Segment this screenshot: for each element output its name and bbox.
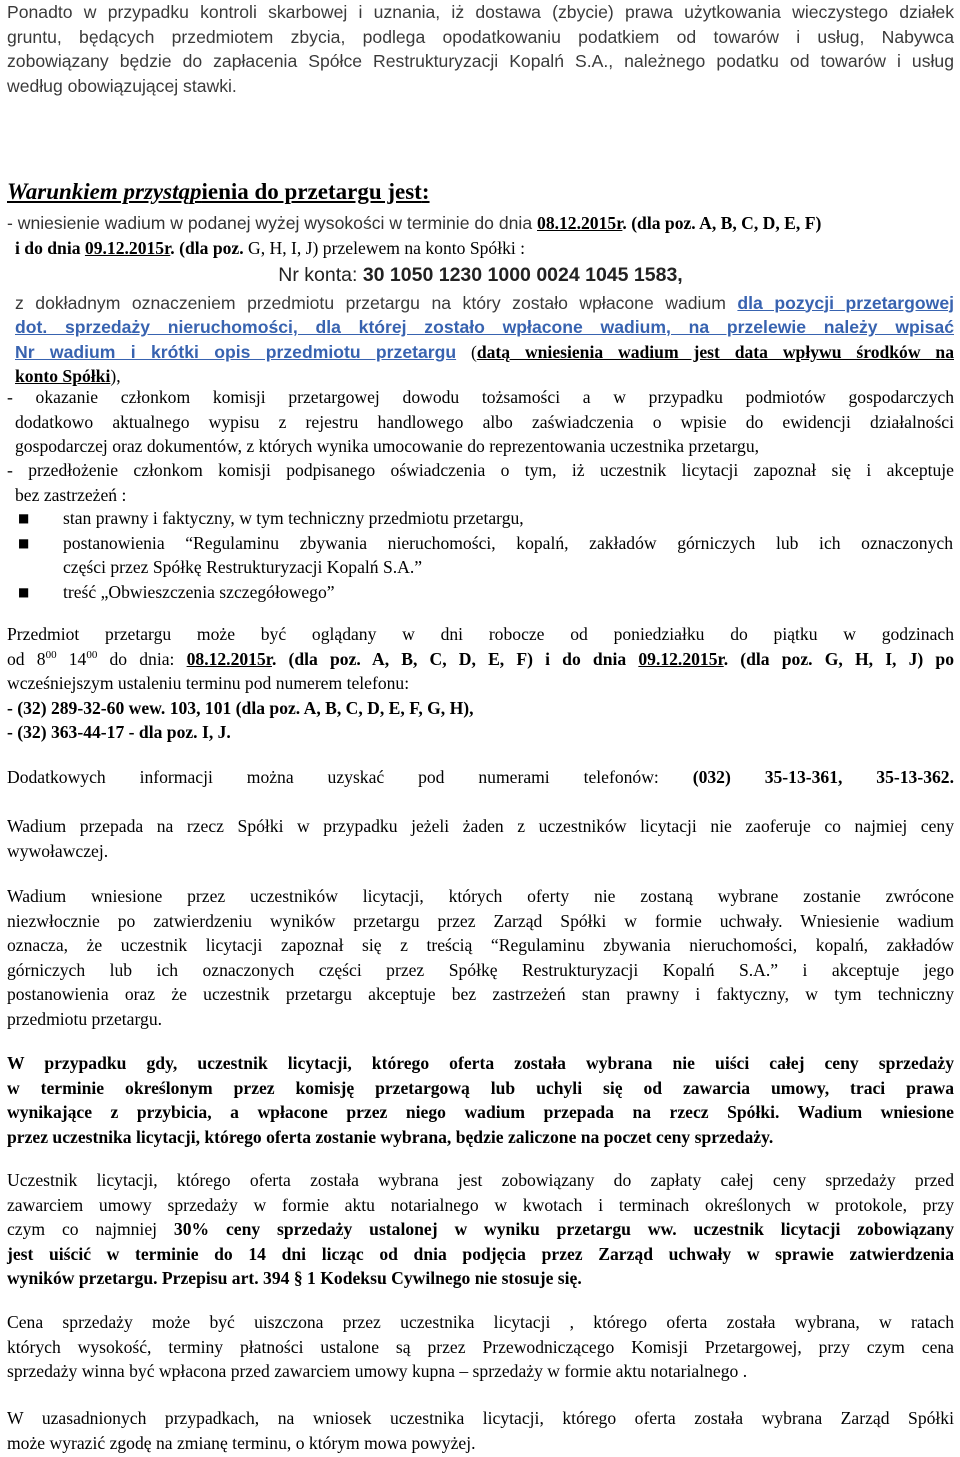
- return-line: niezwłocznie po zatwierdzeniu wyników przetargu przez Zarząd Spółki w formie uchwały. Wniesienie wadium: [7, 910, 954, 931]
- positions-2: . (dla poz. G, H, I, J) po: [723, 648, 955, 669]
- okazanie-line: - okazanie członkom komisji przetargowej dowodu tożsamości a w przypadku podmiotów gospodarczych: [7, 387, 954, 407]
- payment-line: jest uiścić w terminie do 14 dni licząc od dnia podjęcia przez Zarząd uchwały w sprawie zatwierdzenia: [7, 1243, 954, 1264]
- bullet-list: [0, 506, 960, 606]
- viewing-line: wcześniejszym ustaleniu terminu pod numerem telefonu:: [7, 673, 410, 693]
- contact-phones: (032) 35-13-361, 35-13-362.: [692, 767, 954, 787]
- forfeit-paragraph: [7, 814, 954, 863]
- positions-2: G, H, I, J): [248, 237, 319, 258]
- wadium-line-2: [7, 236, 954, 261]
- okazanie-line: gospodarczej oraz dokumentów, z których wynika umocowanie do reprezentowania uczestnika przetargu,: [15, 436, 760, 456]
- wadium-desc-text: z dokładnym oznaczeniem przedmiotu przetargu na który zostało wpłacone wadium: [15, 292, 738, 313]
- okazanie-line: dodatkowo aktualnego wypisu z rejestru handlowego albo zaświadczenia o wpisie do ewidencji działalności: [15, 411, 954, 432]
- change-line: może wyrazić zgodę na zmianę terminu, o którym mowa powyżej.: [7, 1432, 476, 1453]
- date-1: 08.12.2015r: [186, 648, 272, 669]
- intro-line: gruntu, będących przedmiotem zbycia, podlega opodatkowaniu podatkiem od towarów i usług, Nabywca: [7, 26, 954, 47]
- change-paragraph: [7, 1406, 954, 1455]
- wadium-desc-text: ),: [110, 366, 121, 386]
- heading-italic: Warunkiem przystąp: [7, 179, 202, 204]
- positions-2-prefix: . (dla poz.: [170, 237, 249, 258]
- date-1: 08.12.2015r: [537, 213, 623, 233]
- heading-colon: :: [421, 179, 430, 204]
- account-prefix: Nr konta:: [278, 264, 363, 286]
- account-number: 30 1050 1230 1000 0024 1045 1583,: [362, 264, 683, 286]
- square-bullet-icon: ■: [18, 536, 30, 550]
- date-2: 09.12.2015r: [84, 237, 171, 258]
- default-paragraph: [7, 1051, 954, 1149]
- bullet-item-cont: części przez Spółkę Restrukturyzacji Kopalń S.A.”: [63, 557, 423, 577]
- payment-line-3: [7, 1217, 954, 1242]
- phone-line: - (32) 289-32-60 wew. 103, 101 (dla poz. A, B, C, D, E, F, G, H),: [7, 697, 474, 718]
- return-line: przedmiotu przetargu.: [7, 1008, 163, 1029]
- payment-line: wyników przetargu. Przepisu art. 394 § 1 Kodeksu Cywilnego nie stosuje się.: [7, 1268, 582, 1288]
- payment-line: Uczestnik licytacji, którego oferta została wybrana jest zobowiązany do zapłaty całej ceny sprzedaży przed: [7, 1170, 954, 1190]
- change-line: W uzasadnionych przypadkach, na wniosek uczestnika licytacji, którego oferta została wybrana Zarząd Spółki: [7, 1408, 954, 1428]
- return-line: postanowienia oraz że uczestnik przetargu akceptuje bez zastrzeżeń stan prawny i faktyczny, w tym techniczny: [7, 984, 954, 1004]
- payment-bold: 30% ceny sprzedaży ustalonej w wyniku przetargu ww. uczestnik licytacji zobowiązany: [173, 1219, 955, 1239]
- viewing-text: do dnia:: [97, 648, 187, 669]
- installments-line: sprzedaży winna być wpłacona przed zawarciem umowy kupna – sprzedaży w formie aktu notarialnego .: [7, 1361, 748, 1381]
- hours-sup: 00: [45, 648, 57, 661]
- date-2: 09.12.2015r: [638, 648, 724, 669]
- viewing-line: Przedmiot przetargu może być oglądany w dni robocze od poniedziałku do piątku w godzinach: [7, 624, 954, 644]
- payment-text: czym co najmniej: [7, 1219, 174, 1239]
- default-line: w terminie określonym przez komisję przetargową lub uchyli się od zawarcia umowy, traci prawa: [7, 1077, 954, 1098]
- wadium-line-1: [7, 211, 954, 236]
- default-line: przez uczestnika licytacji, którego oferta zostanie wybrana, będzie zaliczone na poczet ceny sprzedaży.: [7, 1126, 774, 1147]
- heading-rest: ienia do przetargu jest: [201, 179, 422, 204]
- default-line: wynikające z przybicia, a wpłacone przez niego wadium przepada na rzecz Spółki. Wadium wniesione: [7, 1102, 954, 1122]
- przedlozenie-paragraph: [7, 458, 954, 507]
- wadium-text: - wniesienie wadium w podanej wyżej wysokości w terminie do dnia: [7, 213, 538, 233]
- phone-line: - (32) 363-44-17 - dla poz. I, J.: [7, 722, 231, 742]
- forfeit-line: Wadium przepada na rzecz Spółki w przypadku jeżeli żaden z uczestników licytacji nie zaoferuje co najmiej ceny: [7, 816, 954, 836]
- contact-text: Dodatkowych informacji można uzyskać pod numerami telefonów:: [7, 767, 693, 787]
- payment-line: zawarciem umowy sprzedaży w formie aktu notarialnego w kwotach i terminach określonych w protokole, przy: [7, 1194, 954, 1215]
- przedlozenie-line: bez zastrzeżeń :: [15, 484, 127, 505]
- return-line: Wadium wniesione przez uczestników licytacji, których oferty nie zostaną wybrane zostanie zwrócone: [7, 886, 954, 906]
- bullet-item: treść „Obwieszczenia szczegółowego”: [63, 582, 335, 602]
- return-line: górniczych lub ich oznaczonych części przez Spółkę Restrukturyzacji Kopalń S.A.” i akceptuje jego: [7, 959, 954, 980]
- viewing-paragraph: [7, 622, 954, 745]
- wadium-link[interactable]: dot. sprzedaży nieruchomości, dla której zostało wpłacone wadium, na przelewie należy wpisać: [15, 317, 954, 337]
- wadium-text: i do dnia: [15, 237, 85, 258]
- wadium-bold: datą wniesienia wadium jest data wpływu środków na: [476, 341, 955, 362]
- bullet-item: postanowienia “Regulaminu zbywania nieruchomości, kopalń, zakładów górniczych lub ich oznaczonych: [63, 533, 953, 553]
- square-bullet-icon: ■: [18, 585, 30, 599]
- default-line: W przypadku gdy, uczestnik licytacji, którego oferta została wybrana nie uiści całej ceny sprzedaży: [7, 1053, 954, 1073]
- viewing-line-2: [7, 647, 954, 672]
- intro-line: według obowiązującej stawki.: [7, 75, 237, 96]
- wadium-link[interactable]: dla pozycji przetargowej: [737, 292, 954, 313]
- hours-sup: 00: [86, 648, 98, 661]
- wadium-bold: konto Spółki: [15, 366, 111, 386]
- contact-paragraph: [7, 765, 954, 790]
- wadium-link[interactable]: Nr wadium i krótki opis przedmiotu przetargu: [15, 341, 457, 362]
- return-paragraph: [7, 884, 954, 1031]
- przedlozenie-line: - przedłożenie członkom komisji podpisanego oświadczenia o tym, iż uczestnik licytacji zapoznał się i akceptuje: [7, 460, 954, 480]
- positions-1: . (dla poz. A, B, C, D, E, F) i do dnia: [271, 648, 639, 669]
- wadium-desc: [7, 291, 954, 389]
- intro-line: zobowiązany będzie do zapłacenia Spółce Restrukturyzacji Kopalń S.A., należnego podatku od towarów i usług: [7, 51, 954, 71]
- account-line: [7, 263, 954, 288]
- okazanie-paragraph: [7, 385, 954, 459]
- wadium-block: [7, 211, 954, 389]
- intro-paragraph: [7, 0, 954, 98]
- intro-line: Ponadto w przypadku kontroli skarbowej i uznania, iż dostawa (zbycie) prawa użytkowania wieczystego działek: [7, 2, 954, 22]
- installments-line: Cena sprzedaży może być uiszczona przez uczestnika licytacji , którego oferta została wybrana, w ratach: [7, 1312, 954, 1332]
- hours-from: od 8: [7, 648, 46, 669]
- installments-line: których wysokość, terminy płatności ustalone są przez Przewodniczącego Komisji Przetargowej, przy czym cena: [7, 1336, 954, 1357]
- return-line: oznacza, że uczestnik licytacji zapoznał się z treścią “Regulaminu zbywania nieruchomości, kopalń, zakładów: [7, 935, 954, 955]
- wadium-desc-text: (: [456, 341, 477, 362]
- bullet-item: stan prawny i faktyczny, w tym techniczny przedmiotu przetargu,: [63, 508, 524, 528]
- square-bullet-icon: ■: [18, 511, 30, 525]
- forfeit-line: wywoławczej.: [7, 840, 109, 861]
- positions-1: . (dla poz. A, B, C, D, E, F): [622, 213, 822, 233]
- conditions-heading: [7, 180, 954, 205]
- payment-paragraph: [7, 1168, 954, 1291]
- wadium-text: przelewem na konto Spółki :: [318, 237, 526, 258]
- installments-paragraph: [7, 1310, 954, 1384]
- hours-to: 14: [56, 648, 87, 669]
